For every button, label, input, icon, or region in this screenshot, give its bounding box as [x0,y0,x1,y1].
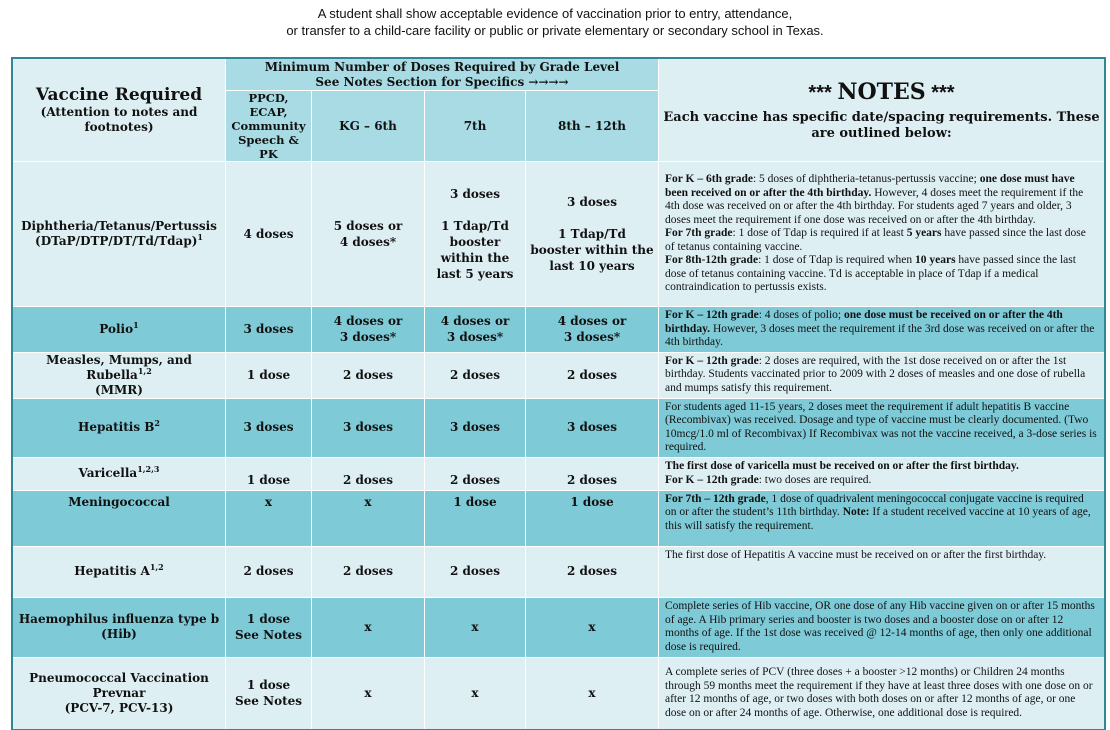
dose-line: 1 dose [246,612,291,626]
note-text: : 1 dose of Tdap is required when [758,254,915,267]
notes-header [659,59,1105,162]
dose-kg6: x [312,597,425,657]
vaccine-name-text: Diphtheria/Tetanus/Pertussis [21,219,217,233]
dose-line: 1 Tdap/Td [441,219,509,233]
dose-pk [226,597,312,657]
notes-varicella [659,457,1105,490]
dose-8-12: x [526,597,659,657]
vaccine-name-hib [13,597,226,657]
vaccine-name-text: Hepatitis B [78,420,155,434]
dose-pk: 4 doses [226,162,312,307]
dose-line: 3 doses* [339,330,397,345]
intro-line-2: or transfer to a child-care facility or public or private elementary or secondary school in Texas. [286,23,824,38]
note-lead: For K – 12th grade [665,309,759,321]
table-row-varicella [13,457,1105,490]
notes-dtap [659,162,1105,307]
note-bold: one dose must have been received on or after the 4th birthday. [665,173,1075,199]
dose-8-12: 3 doses [526,398,659,457]
notes-hepa: The first dose of Hepatitis A vaccine must be received on or after the first birthday. [659,546,1105,597]
dose-7 [425,162,526,307]
dose-kg6: 2 doses [312,352,425,398]
footnote-mark: 1 [197,232,203,242]
table-row-polio [13,307,1105,353]
dose-7 [425,307,526,353]
dose-line: 1 Tdap/Td [558,227,626,241]
dose-7: 2 doses [425,546,526,597]
dose-line: See Notes [234,694,303,708]
dose-kg6: 3 doses [312,398,425,457]
vaccine-name-text-2: (Hib) [101,627,137,641]
note-text: : 4 doses of polio; [758,309,844,321]
dose-kg6: 2 doses [312,546,425,597]
dose-kg6 [312,162,425,307]
note-text: : two doses are required. [758,473,872,486]
table-row-hepa [13,546,1105,597]
table-row-mmr [13,352,1105,398]
note-bold: Note: [842,506,870,518]
vaccine-name-hepb [13,398,226,457]
notes-pcv: A complete series of PCV (three doses + a booster >12 months) or Children 24 months through 59 months meet the requirement if they have at least three doses with one dose on or after 12 months of age, or two doses with both doses on or after 12 months of age, or one dose on or after 24 months of age. Otherwise, one additional dose is required. [659,657,1105,729]
grade-header-kg6: KG – 6th [312,91,425,162]
vaccine-name-text-2: Prevnar [92,685,146,700]
dose-line: 3 doses* [446,330,504,345]
vaccine-required-title: Vaccine Required [35,85,203,105]
dose-kg6: 2 doses [312,457,425,490]
notes-polio [659,307,1105,353]
dose-line: last 10 years [549,259,635,273]
note-text: , 1 dose of quadrivalent meningococcal conjugate vaccine is required on or after the student’s 11th birthday. [665,492,1084,518]
note-bold: 10 years [914,254,956,267]
doses-header [226,59,659,91]
note-text: have passed since the last dose of tetanus containing vaccine. [665,227,1086,253]
dose-line: booster [449,235,501,249]
dose-line: last 5 years [436,267,514,281]
dose-line: 3 doses* [563,330,621,345]
note-text: : 5 doses of diphtheria-tetanus-pertussis vaccine; [752,173,980,186]
dose-7: x [425,657,526,729]
dose-pk: 1 dose [226,457,312,490]
note-lead: For K – 12th grade [665,354,759,367]
dose-7: x [425,597,526,657]
notes-stars-left: *** [808,81,832,104]
dose-kg6 [312,307,425,353]
note-lead: For 7th grade [665,227,733,240]
notes-mmr [659,352,1105,398]
dose-8-12: 2 doses [526,352,659,398]
note-text: However, 4 doses meet the requirement if the 4th dose was received on or after the 4th birthday. For students aged 7 years and older, 3 doses meet the requirement if one dose was received on or after the 4th birthday. [665,186,1084,226]
note-text: : 1 dose of Tdap is required if at least [732,227,907,240]
dose-pk [226,657,312,729]
doses-header-line-1: Minimum Number of Doses Required by Grade Level [264,59,620,74]
notes-meningococcal [659,490,1105,546]
vaccine-requirements-table [12,58,1105,730]
dose-7: 3 doses [425,398,526,457]
dose-pk: 3 doses [226,307,312,353]
dose-8-12 [526,307,659,353]
notes-hib: Complete series of Hib vaccine, OR one dose of any Hib vaccine given on or after 15 months of age. A Hib primary series and booster is two doses and a booster dose on or after 12 months of age. If the 1st dose was received @ 12-14 months of age, then only one additional dose is required. [659,597,1105,657]
notes-subtitle: Each vaccine has specific date/spacing requirements. These are outlined below: [663,109,1100,141]
vaccine-name-hepa [13,546,226,597]
dose-8-12: 1 dose [526,490,659,546]
vaccine-name-mmr [13,352,226,398]
dose-8-12: 2 doses [526,546,659,597]
dose-pk: 3 doses [226,398,312,457]
note-lead: For K – 6th grade [665,173,753,186]
table-row-dtap [13,162,1105,307]
dose-line: booster within the [530,243,654,257]
vaccine-name-text: Haemophilus influenza type b [18,612,220,626]
note-bold: one dose must be received on or after the 4th birthday. [665,309,1063,335]
dose-line: 4 doses* [339,235,397,249]
note-text: If a student received vaccine at 10 years of age, this will satisfy the requirement. [665,506,1091,532]
notes-hepb: For students aged 11-15 years, 2 doses meet the requirement if adult hepatitis B vaccine (Recombivax) was received. Dosage and type of vaccine must be clearly documented. (Two 10mcg/1.0 ml of Recombivax) If Recombivax was not the vaccine received, a 3-dose series is required. [659,398,1105,457]
dose-7: 2 doses [425,457,526,490]
vaccine-name-varicella [13,457,226,490]
footnote-mark: 1,2,3 [137,464,160,474]
note-bold: The first dose of varicella must be received on or after the first birthday. [665,460,1019,472]
vaccine-name-text: Measles, Mumps, and Rubella [46,352,192,382]
table-row-meningococcal [13,490,1105,546]
vaccine-name-text: Polio [99,321,134,336]
vaccine-name-dtap [13,162,226,307]
grade-header-8-12: 8th – 12th [526,91,659,162]
vaccine-name-meningococcal: Meningococcal [13,490,226,546]
dose-pk: x [226,490,312,546]
notes-stars-right: *** [931,81,955,104]
dose-line: 3 doses [566,195,618,209]
table-row-hib [13,597,1105,657]
table-row-hepb [13,398,1105,457]
dose-8-12 [526,162,659,307]
vaccine-required-subtitle: (Attention to notes and footnotes) [40,105,198,134]
vaccine-name-text: Pneumococcal Vaccination [29,670,209,685]
note-lead: For 7th – 12th grade [665,492,766,505]
vaccine-name-pcv [13,657,226,729]
grade-header-pk: PPCD, ECAP, Community Speech & PK [226,91,312,162]
table-row-pcv [13,657,1105,729]
doses-header-line-2: See Notes Section for Specifics →→→→ [315,74,569,89]
intro-text [0,5,1110,39]
dose-line: 4 doses or [557,314,627,329]
footnote-mark: 1 [133,319,139,330]
notes-title [663,79,1100,106]
vaccine-name-text: Varicella [78,466,138,480]
dose-line: See Notes [234,628,303,642]
note-bold: 5 years [906,227,942,240]
dose-7: 1 dose [425,490,526,546]
dose-line: 3 doses [449,187,501,201]
dose-line: 5 doses or [333,219,403,233]
dose-pk: 2 doses [226,546,312,597]
intro-line-1: A student shall show acceptable evidence of vaccination prior to entry, attendance, [317,6,793,21]
dose-8-12: 2 doses [526,457,659,490]
vaccine-required-header [13,59,226,162]
footnote-mark: 2 [154,418,160,428]
notes-title-text: NOTES [837,78,926,105]
dose-line: within the [440,251,510,265]
note-lead: For K – 12th grade [665,473,759,486]
dose-8-12: x [526,657,659,729]
vaccine-name-polio [13,307,226,353]
note-lead: For 8th-12th grade [665,254,759,267]
vaccine-name-text-2: (DTaP/DTP/DT/Td/Tdap) [35,234,198,248]
dose-pk: 1 dose [226,352,312,398]
dose-line: 1 dose [246,678,291,692]
dose-7: 2 doses [425,352,526,398]
dose-line: 4 doses or [333,314,403,329]
grade-header-7: 7th [425,91,526,162]
note-text: : 2 doses are required, with the 1st dose received on or after the 1st birthday. Students vaccinated prior to 2009 with 2 doses of measles and one dose of rubella and mumps satisfy this requirement. [665,354,1086,394]
footnote-mark: 1,2 [137,365,152,376]
footnote-mark: 1,2 [149,562,164,572]
vaccine-name-text-3: (PCV-7, PCV-13) [64,700,174,715]
note-text: have passed since the last dose of tetanus containing vaccine. Td is acceptable in place of Tdap if a medical contraindication to pertussis exists. [665,254,1076,294]
vaccine-name-text-2: (MMR) [95,382,143,397]
vaccine-name-text: Hepatitis A [74,564,150,578]
note-text: However, 3 doses meet the requirement if the 3rd dose was received on or after the 4th birthday. [665,322,1095,348]
dose-line: 4 doses or [440,314,510,329]
dose-kg6: x [312,490,425,546]
dose-kg6: x [312,657,425,729]
